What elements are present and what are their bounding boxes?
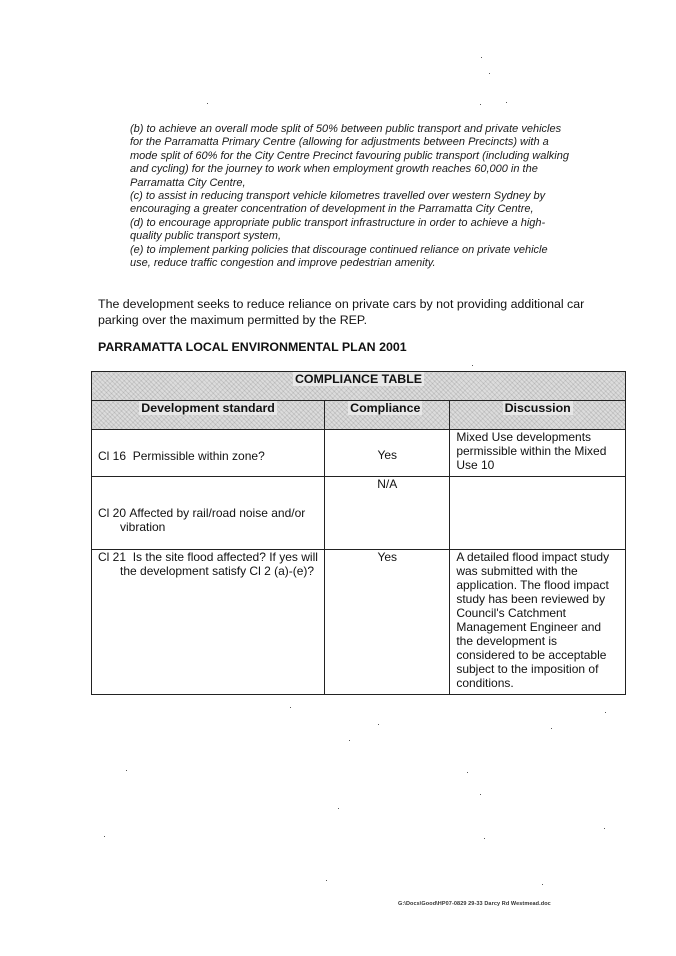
scan-speck (506, 102, 507, 103)
standard-cell (92, 430, 325, 477)
discussion-cell (450, 477, 626, 550)
scan-speck (104, 836, 105, 837)
standard-text: Is the site flood affected? If yes will the development satisfy Cl 2 (a)-(e)? (120, 550, 318, 578)
compliance-cell: Yes (325, 430, 450, 477)
scan-speck (484, 838, 485, 839)
parking-paragraph: The development seeks to reduce reliance on private cars by not providing additional car parking over the maximum permitted by the REP. (98, 297, 585, 327)
scan-speck (207, 103, 208, 104)
compliance-cell: Yes (325, 550, 450, 695)
clause-number: Cl 20 (98, 506, 127, 520)
header-standard (92, 401, 325, 430)
objective-e: (e) to implement parking policies that discourage continued reliance on private vehicle use, reduce traffic congestion and improve pedestrian amenity. (130, 243, 548, 270)
scan-speck (605, 712, 606, 713)
standard-cell (92, 550, 325, 695)
header-discussion (450, 401, 626, 430)
standard-cell (92, 477, 325, 550)
scan-speck (481, 57, 482, 58)
table-row (92, 430, 626, 477)
objective-d: (d) to encourage appropriate public transport infrastructure in order to achieve a high-quality public transport system, (130, 216, 546, 243)
scan-speck (480, 104, 481, 105)
clause-number: Cl 16 (98, 449, 127, 463)
scan-speck (604, 828, 605, 829)
scan-speck (338, 808, 339, 809)
scan-speck (480, 794, 481, 795)
file-path-footer: G:\Docs\Good\HP07-0829 29-33 Darcy Rd Westmead.doc (398, 901, 551, 907)
table-title: COMPLIANCE TABLE (294, 372, 423, 386)
scan-speck (472, 365, 473, 366)
table-title-row (92, 372, 626, 401)
table-row (92, 477, 626, 550)
header-compliance-label: Compliance (350, 401, 421, 415)
scan-speck (467, 772, 468, 773)
table-header-row (92, 401, 626, 430)
scan-speck (326, 880, 327, 881)
table-title-cell (92, 372, 626, 401)
header-compliance (325, 401, 450, 430)
discussion-cell: A detailed flood impact study was submitted with the application. The flood impact study has been reviewed by Council's Catchment Management Engineer and the development is considered to be acceptable subject to the imposition of conditions. (450, 550, 626, 695)
header-standard-label: Development standard (141, 401, 275, 415)
scan-speck (290, 707, 291, 708)
clause-number: Cl 21 (98, 550, 127, 564)
scan-speck (349, 740, 350, 741)
objective-c: (c) to assist in reducing transport vehicle kilometres travelled over western Sydney by encouraging a greater concentration of development in the Parramatta City Centre, (130, 190, 546, 216)
rep-objectives-quote (130, 123, 570, 270)
table-row (92, 550, 626, 695)
compliance-cell: N/A (325, 477, 450, 550)
standard-text: Permissible within zone? (132, 449, 265, 463)
objective-b: (b) to achieve an overall mode split of 50% between public transport and private vehicles for the Parramatta Primary Centre (allowing for adjustments between Precincts) with a mode split of 60% for the City Centre Precinct favouring public transport (including walking and cycling) for the journey to work when employment growth reaches 60,000 in the Parramatta City Centre, (130, 123, 569, 189)
compliance-table (91, 371, 626, 695)
header-discussion-label: Discussion (504, 401, 571, 415)
scan-speck (551, 728, 552, 729)
section-heading: PARRAMATTA LOCAL ENVIRONMENTAL PLAN 2001 (98, 340, 407, 354)
scan-speck (489, 73, 490, 74)
standard-text: Affected by rail/road noise and/or vibration (120, 506, 306, 534)
scan-speck (378, 724, 379, 725)
scan-speck (126, 770, 127, 771)
discussion-cell: Mixed Use developments permissible within the Mixed Use 10 (450, 430, 626, 477)
scan-speck (542, 884, 543, 885)
